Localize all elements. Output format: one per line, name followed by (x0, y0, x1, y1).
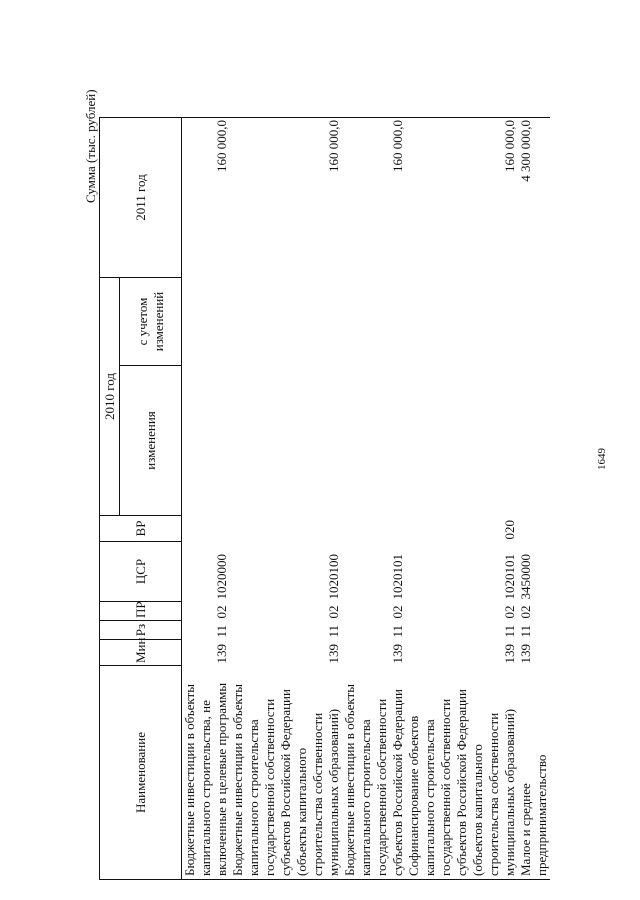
row-pr: 02 (502, 605, 517, 619)
row-vr (182, 516, 231, 542)
row-csr: 3450000 (518, 554, 533, 600)
row-2011: 160 000,0 (342, 118, 406, 278)
row-name: Бюджетные инвестиции в объекты капитального строительства государственной собственности субъектов Российской Федерации (объекты капитального строительства собственности муниципальных образований) (230, 666, 342, 880)
row-csr: 1020101 (390, 554, 405, 600)
row-changes (518, 366, 550, 516)
row-rz: 11 (502, 624, 517, 638)
row-changes (182, 366, 231, 516)
header-2011: 2011 год (100, 118, 182, 278)
row-name: Бюджетные инвестиции в объекты капитального строительства, не включенные в целевые программы (182, 666, 231, 880)
row-name: Бюджетные инвестиции в объекты капитального строительства государственной собственности субъектов Российской Федерации (342, 666, 406, 880)
row-vr (342, 516, 406, 542)
row-changes (342, 366, 406, 516)
header-2010: 2010 год (100, 278, 120, 516)
row-name: Малое и среднее предпринимательство (518, 666, 550, 880)
table-body (182, 118, 551, 880)
row-2011: 160 000,0 (406, 118, 518, 278)
header-csr: ЦСР (100, 542, 182, 602)
row-min: 139 (502, 644, 517, 664)
budget-table (99, 117, 550, 880)
table-row (230, 118, 342, 880)
row-with-changes (230, 278, 342, 366)
row-csr: 1020000 (214, 554, 229, 600)
row-vr: 020 (502, 520, 517, 540)
row-min: 139 (214, 644, 229, 664)
row-min: 139 (518, 644, 533, 664)
row-pr: 02 (518, 605, 533, 619)
row-csr: 1020101 (502, 554, 517, 600)
table-row (182, 118, 231, 880)
row-rz: 11 (326, 624, 341, 638)
row-2011: 160 000,0 (182, 118, 231, 278)
row-rz: 11 (518, 624, 533, 638)
row-csr: 1020100 (326, 554, 341, 600)
row-with-changes (406, 278, 518, 366)
row-pr: 02 (214, 605, 229, 619)
row-2011: 4 300 000,0 (518, 118, 550, 278)
row-vr (230, 516, 342, 542)
row-with-changes (342, 278, 406, 366)
units-label: Сумма (тыс. рублей) (83, 89, 98, 203)
row-changes (230, 366, 342, 516)
header-changes: изменения (120, 366, 182, 516)
page-number: 1649 (596, 448, 608, 470)
row-changes (406, 366, 518, 516)
header-pr: ПР (100, 602, 182, 621)
header-name: Наименование (100, 666, 182, 880)
row-vr (518, 516, 550, 542)
row-2011: 160 000,0 (230, 118, 342, 278)
row-name: Софинансирование объектов капитального строительства государственной собственности субъектов Российской Федерации (объектов капитального строительства собственности муниципальных образований) (406, 666, 518, 880)
row-pr: 02 (390, 605, 405, 619)
row-rz: 11 (214, 624, 229, 638)
table-row (518, 118, 550, 880)
table-header (100, 118, 182, 880)
row-with-changes (182, 278, 231, 366)
header-rz: Рз (100, 621, 182, 640)
table-row (406, 118, 518, 880)
header-with-changes: с учетом изменений (120, 278, 182, 366)
row-min: 139 (390, 644, 405, 664)
row-with-changes (518, 278, 550, 366)
row-min: 139 (326, 644, 341, 664)
header-min: Мин (100, 640, 182, 666)
row-pr: 02 (326, 605, 341, 619)
header-vr: ВР (100, 516, 182, 542)
row-rz: 11 (390, 624, 405, 638)
table-row (342, 118, 406, 880)
